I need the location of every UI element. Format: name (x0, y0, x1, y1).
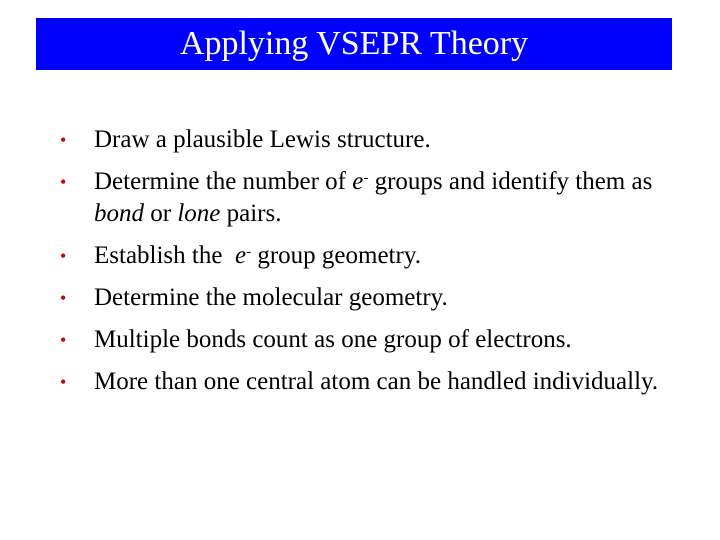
bullet-item (60, 166, 690, 230)
electron-symbol: e (352, 168, 364, 195)
bond-term: bond (94, 200, 144, 227)
bullet-marker: • (60, 330, 67, 350)
electron-charge: - (363, 170, 369, 186)
bullet-text: More than one central atom can be handled individually. (94, 368, 659, 395)
bullet-item (60, 124, 690, 156)
bullet-text: pairs. (220, 200, 282, 227)
bullet-marker: • (60, 130, 67, 150)
bullet-text: Determine the number of (94, 168, 353, 195)
bullet-item (60, 324, 690, 356)
bullet-list (60, 124, 690, 408)
bullet-text: Determine the molecular geometry. (94, 284, 448, 311)
slide-title: Applying VSEPR Theory (179, 25, 529, 62)
bullet-marker: • (60, 172, 67, 192)
bullet-text: groups and identify them as (368, 168, 653, 195)
bullet-item (60, 240, 690, 272)
electron-charge: - (246, 244, 252, 260)
bullet-text: Multiple bonds count as one group of electrons. (94, 326, 572, 353)
bullet-marker: • (60, 246, 67, 266)
electron-symbol: e (234, 242, 247, 269)
bullet-text: or (144, 200, 178, 227)
bullet-marker: • (60, 288, 67, 308)
title-bar (36, 18, 672, 70)
lone-term: lone (177, 200, 221, 227)
bullet-text: Draw a plausible Lewis structure. (94, 126, 431, 153)
bullet-item (60, 282, 690, 314)
bullet-marker: • (60, 372, 67, 392)
bullet-item (60, 366, 690, 398)
bullet-text: group geometry. (251, 242, 421, 269)
bullet-text: Establish the (94, 242, 235, 269)
